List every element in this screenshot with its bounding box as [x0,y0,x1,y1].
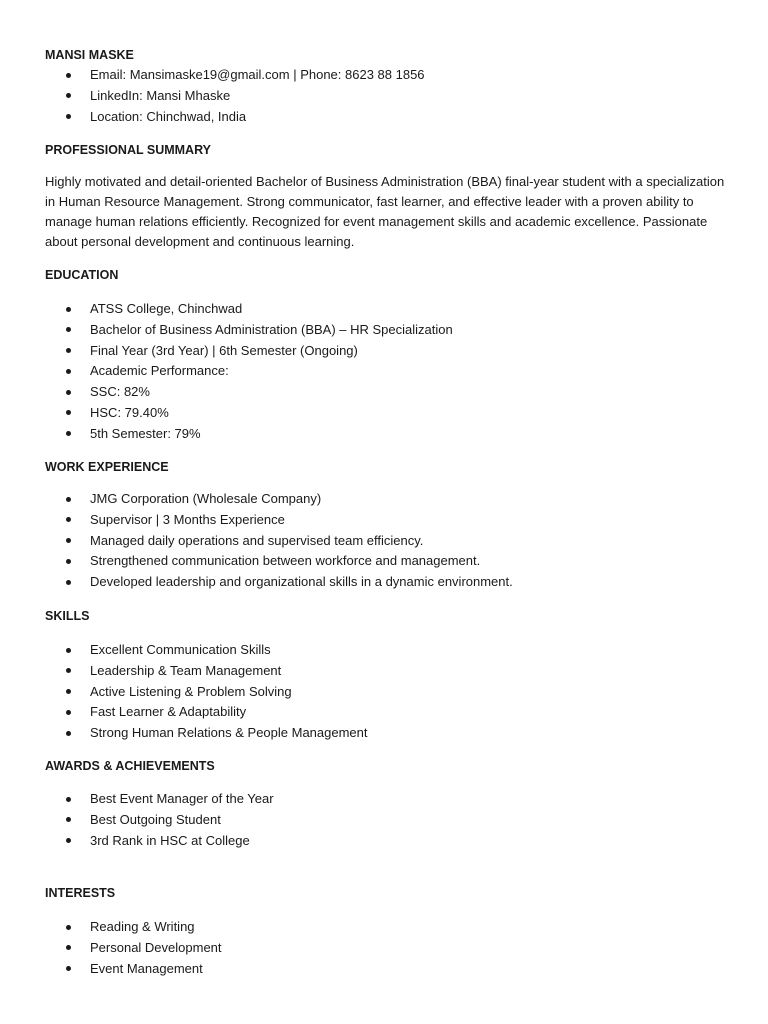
bullet-icon [66,114,71,119]
list-item [45,789,735,810]
bullet-icon [66,710,71,715]
contact-item-linkedin [45,86,735,107]
list-item [45,403,735,424]
list-item-text: Bachelor of Business Administration (BBA) – HR Specialization [90,321,453,337]
list-item-text: Developed leadership and organizational skills in a dynamic environment. [90,574,513,590]
list-item-text: Best Outgoing Student [90,811,221,827]
summary-text: Highly motivated and detail-oriented Bachelor of Business Administration (BBA) final-year student with a specialization in Human Resource Management. Strong communicator, fast learner, and effective leader with a proven ability to manage human relations efficiently. Recognized for event management skills and academic excellence. Passionate about personal development and continuous learning. [45,174,725,249]
bullet-icon [66,369,71,374]
list-item-text: Excellent Communication Skills [90,642,271,657]
list-item [45,810,735,831]
bullet-icon [66,838,71,843]
list-item [45,531,735,552]
list-item [45,341,735,362]
list-item [45,938,735,959]
list-item-text: Leadership & Team Management [90,662,282,678]
list-item [45,723,735,744]
education-section [45,265,735,445]
summary-heading: PROFESSIONAL SUMMARY [45,143,211,157]
bullet-icon [66,307,71,312]
bullet-icon [66,797,71,802]
contact-text: LinkedIn: Mansi Mhaske [90,87,231,103]
list-item [45,361,735,382]
bullet-icon [66,517,71,522]
list-item-text: JMG Corporation (Wholesale Company) [90,491,322,506]
list-item [45,661,735,682]
awards-section [45,756,735,851]
bullet-icon [66,431,71,436]
list-item [45,917,735,938]
list-item [45,551,735,572]
list-item [45,572,735,593]
list-item [45,640,735,661]
education-list [45,299,735,445]
work-list [45,489,735,593]
list-item-text: Final Year (3rd Year) | 6th Semester (Ongoing) [90,342,358,358]
list-item-text: Academic Performance: [90,363,229,379]
list-item-text: Managed daily operations and supervised team efficiency. [90,532,424,548]
awards-heading: AWARDS & ACHIEVEMENTS [45,759,215,773]
bullet-icon [66,348,71,353]
contact-item-location [45,107,735,128]
interests-section [45,883,735,979]
list-item-text: Strengthened communication between workforce and management. [90,553,481,569]
list-item-text: SSC: 82% [90,384,150,400]
list-item [45,320,735,341]
bullet-icon [66,925,71,930]
candidate-name: MANSI MASKE [45,48,134,62]
work-section [45,457,735,593]
contact-list [45,65,735,127]
bullet-icon [66,410,71,415]
list-item-text: 3rd Rank in HSC at College [90,832,250,848]
interests-list [45,917,735,979]
list-item [45,424,735,445]
list-item [45,702,735,723]
list-item [45,831,735,852]
list-item-text: Active Listening & Problem Solving [90,683,292,699]
bullet-icon [66,580,71,585]
contact-text: Email: Mansimaske19@gmail.com | Phone: 8623 88 1856 [90,67,425,82]
bullet-icon [66,817,71,822]
skills-heading: SKILLS [45,609,90,623]
skills-section [45,606,735,744]
bullet-icon [66,559,71,564]
list-item [45,682,735,703]
list-item-text: Fast Learner & Adaptability [90,704,247,720]
list-item-text: Reading & Writing [90,919,195,934]
bullet-icon [66,327,71,332]
bullet-icon [66,390,71,395]
bullet-icon [66,668,71,673]
bullet-icon [66,689,71,694]
bullet-icon [66,966,71,971]
list-item [45,959,735,980]
contact-item-email-phone [45,65,735,86]
list-item-text: Supervisor | 3 Months Experience [90,511,285,527]
bullet-icon [66,731,71,736]
summary-section [45,140,735,252]
bullet-icon [66,538,71,543]
bullet-icon [66,73,71,78]
skills-list [45,640,735,744]
bullet-icon [66,945,71,950]
list-item [45,382,735,403]
header-section [45,45,735,127]
list-item-text: Strong Human Relations & People Management [90,725,368,741]
list-item-text: Personal Development [90,939,222,955]
list-item-text: 5th Semester: 79% [90,425,201,441]
list-item-text: ATSS College, Chinchwad [90,301,243,316]
list-item [45,510,735,531]
contact-text: Location: Chinchwad, India [90,108,247,124]
list-item-text: Event Management [90,960,203,976]
interests-heading: INTERESTS [45,886,116,900]
work-heading: WORK EXPERIENCE [45,460,169,474]
bullet-icon [66,648,71,653]
list-item-text: Best Event Manager of the Year [90,791,274,806]
list-item-text: HSC: 79.40% [90,404,169,420]
education-heading: EDUCATION [45,268,119,282]
bullet-icon [66,497,71,502]
list-item [45,489,735,510]
bullet-icon [66,93,71,98]
awards-list [45,789,735,851]
list-item [45,299,735,320]
